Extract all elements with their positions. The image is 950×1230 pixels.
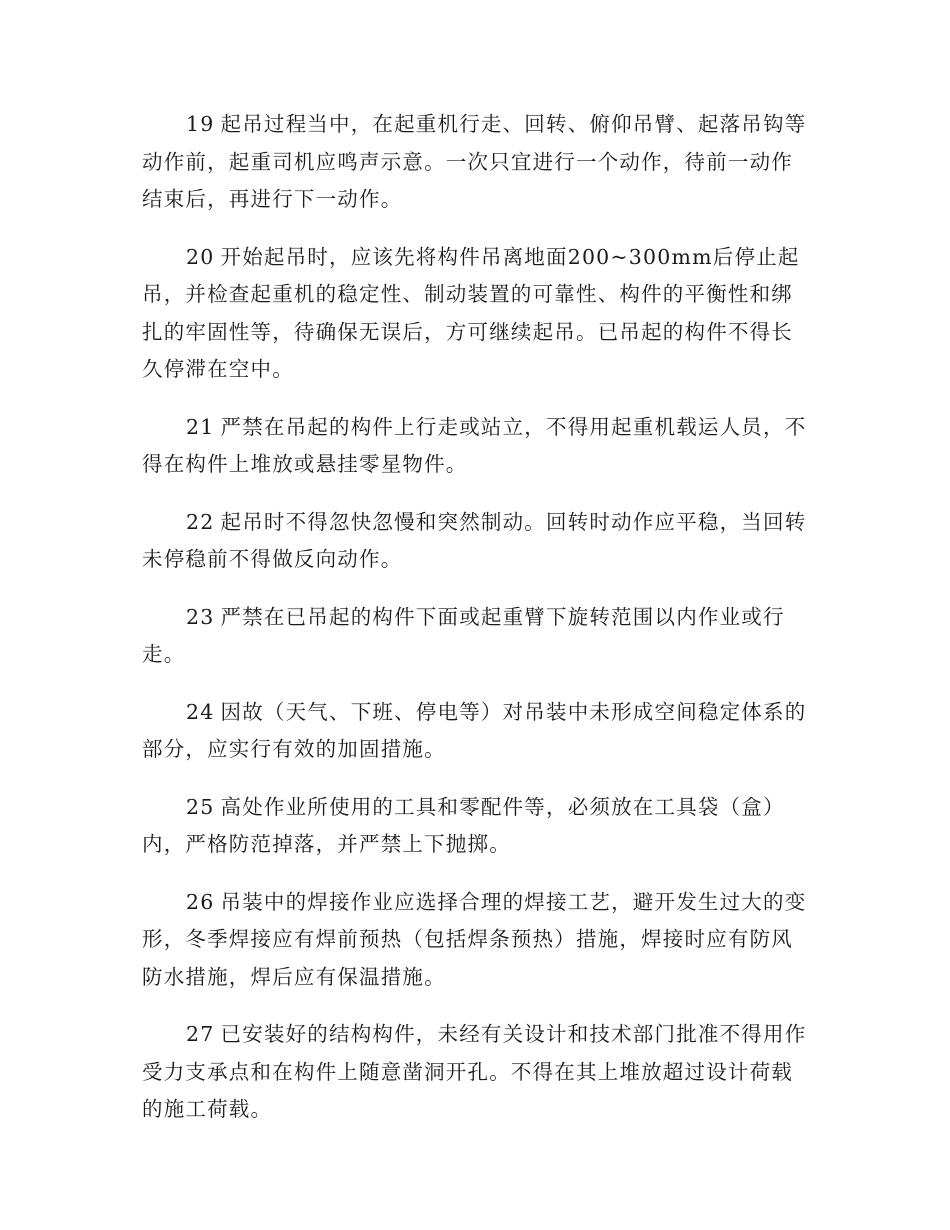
document-body bbox=[142, 106, 810, 1149]
paragraph-text: 高处作业所使用的工具和零配件等，必须放在工具袋（盒）内，严格防范掉落，并严禁上下抛掷。 bbox=[142, 794, 785, 856]
paragraph-21 bbox=[142, 409, 810, 484]
paragraph-number: 21 bbox=[186, 414, 215, 439]
paragraph-text: 已安装好的结构构件，未经有关设计和技术部门批准不得用作受力支承点和在构件上随意凿洞开孔。不得在其上堆放超过设计荷载的施工荷载。 bbox=[142, 1022, 807, 1121]
paragraph-text: 严禁在吊起的构件上行走或站立，不得用起重机载运人员，不得在构件上堆放或悬挂零星物件。 bbox=[142, 414, 807, 476]
paragraph-25 bbox=[142, 789, 810, 864]
paragraph-number: 23 bbox=[186, 604, 215, 629]
paragraph-27 bbox=[142, 1016, 810, 1129]
paragraph-22 bbox=[142, 504, 810, 579]
paragraph-text: 开始起吊时，应该先将构件吊离地面200~300mm后停止起吊，并检查起重机的稳定性、制动装置的可靠性、构件的平衡性和绑扎的牢固性等，待确保无误后，方可继续起吊。已吊起的构件不得长久停滞在空中。 bbox=[142, 244, 800, 381]
paragraph-text: 严禁在已吊起的构件下面或起重臂下旋转范围以内作业或行走。 bbox=[142, 604, 785, 666]
paragraph-text: 起吊时不得忽快忽慢和突然制动。回转时动作应平稳，当回转未停稳前不得做反向动作。 bbox=[142, 509, 807, 571]
paragraph-number: 25 bbox=[186, 794, 215, 819]
paragraph-24 bbox=[142, 694, 810, 769]
paragraph-number: 27 bbox=[186, 1022, 215, 1046]
paragraph-23 bbox=[142, 599, 810, 674]
paragraph-number: 26 bbox=[186, 889, 215, 914]
paragraph-text: 起吊过程当中，在起重机行走、回转、俯仰吊臂、起落吊钩等动作前，起重司机应鸣声示意。一次只宜进行一个动作，待前一动作结束后，再进行下一动作。 bbox=[142, 112, 807, 211]
paragraph-text: 因故（天气、下班、停电等）对吊装中未形成空间稳定体系的部分，应实行有效的加固措施。 bbox=[142, 699, 807, 761]
paragraph-20 bbox=[142, 239, 810, 389]
paragraph-19 bbox=[142, 106, 810, 219]
paragraph-number: 22 bbox=[186, 509, 215, 534]
paragraph-26 bbox=[142, 884, 810, 997]
paragraph-number: 20 bbox=[186, 244, 215, 269]
paragraph-number: 24 bbox=[186, 699, 215, 724]
paragraph-number: 19 bbox=[186, 112, 215, 136]
paragraph-text: 吊装中的焊接作业应选择合理的焊接工艺，避开发生过大的变形，冬季焊接应有焊前预热（包括焊条预热）措施，焊接时应有防风防水措施，焊后应有保温措施。 bbox=[142, 889, 807, 989]
